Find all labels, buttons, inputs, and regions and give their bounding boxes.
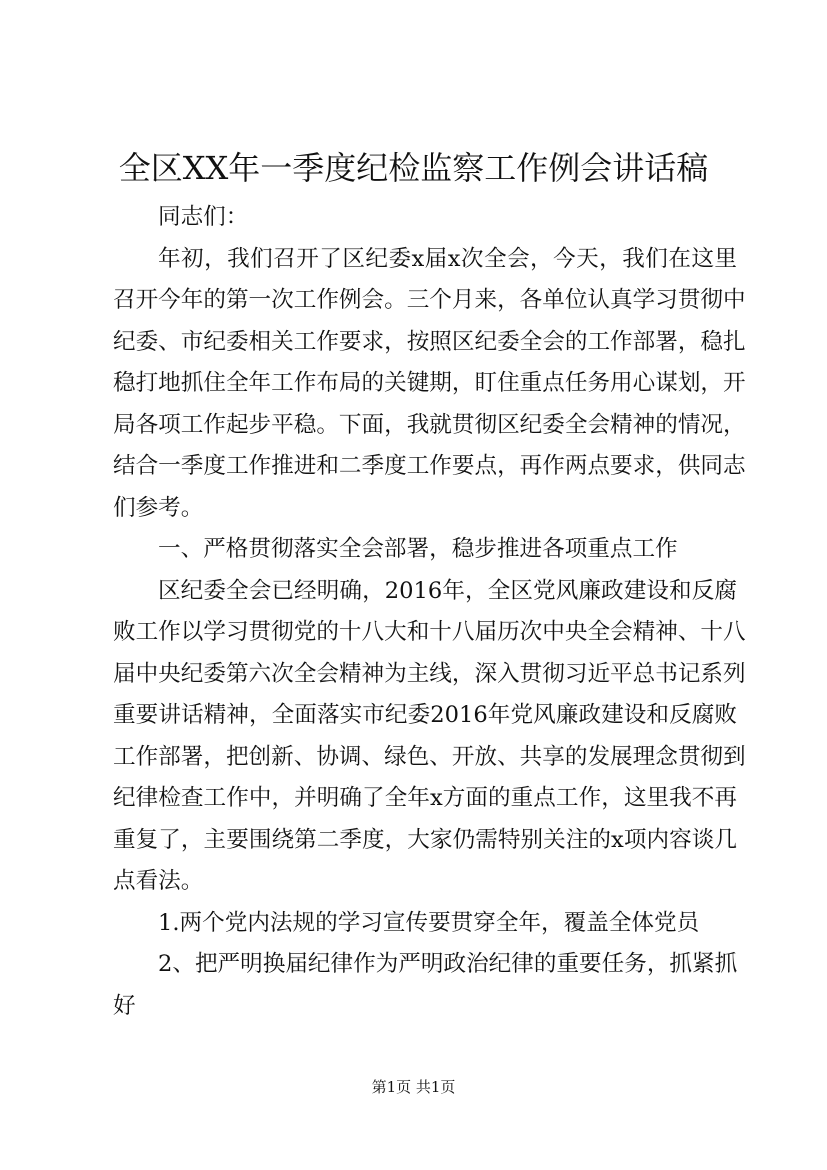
body-line: 好 — [113, 992, 136, 1019]
body-line: 召开今年的第一次工作例会。三个月来，各单位认真学习贯彻中 — [113, 287, 746, 313]
body-line: 重复了，主要围绕第二季度，大家仍需特别关注的x项内容谈几 — [113, 826, 737, 853]
body-line: 重要讲话精神，全面落实市纪委2016年党风廉政建设和反腐败 — [113, 702, 737, 728]
body-line: 一、严格贯彻落实全会部署，稳步推进各项重点工作 — [158, 536, 678, 562]
body-line: 2、把严明换届纪律作为严明政治纪律的重要任务，抓紧抓 — [158, 951, 738, 977]
body-line: 同志们： — [158, 204, 249, 230]
body-line: 区纪委全会已经明确，2016年，全区党风廉政建设和反腐 — [158, 577, 737, 604]
body-line: 工作部署，把创新、协调、绿色、开放、共享的发展理念贯彻到 — [113, 743, 746, 770]
document-body — [113, 197, 746, 1027]
body-line: 稳打地抓住全年工作布局的关键期，盯住重点任务用心谋划，开 — [113, 370, 746, 396]
body-line: 纪律检查工作中，并明确了全年x方面的重点工作，这里我不再 — [113, 785, 737, 811]
body-line: 败工作以学习贯彻党的十八大和十八届历次中央全会精神、十八 — [113, 619, 746, 645]
body-line: 结合一季度工作推进和二季度工作要点，再作两点要求，供同志 — [113, 453, 746, 479]
body-line: 届中央纪委第六次全会精神为主线，深入贯彻习近平总书记系列 — [113, 660, 746, 687]
body-line: 点看法。 — [113, 868, 204, 894]
body-line: 们参考。 — [113, 494, 204, 521]
body-line: 1.两个党内法规的学习宣传要贯穿全年，覆盖全体党员 — [158, 909, 700, 936]
body-line: 年初，我们召开了区纪委x届x次全会，今天，我们在这里 — [158, 245, 737, 272]
page-footer: 第1页 共1页 — [371, 1078, 456, 1096]
body-line: 局各项工作起步平稳。下面，我就贯彻区纪委全会精神的情况， — [113, 411, 746, 438]
document-title: 全区XX年一季度纪检监察工作例会讲话稿 — [118, 149, 709, 187]
body-line: 纪委、市纪委相关工作要求，按照区纪委全会的工作部署，稳扎 — [113, 328, 746, 355]
